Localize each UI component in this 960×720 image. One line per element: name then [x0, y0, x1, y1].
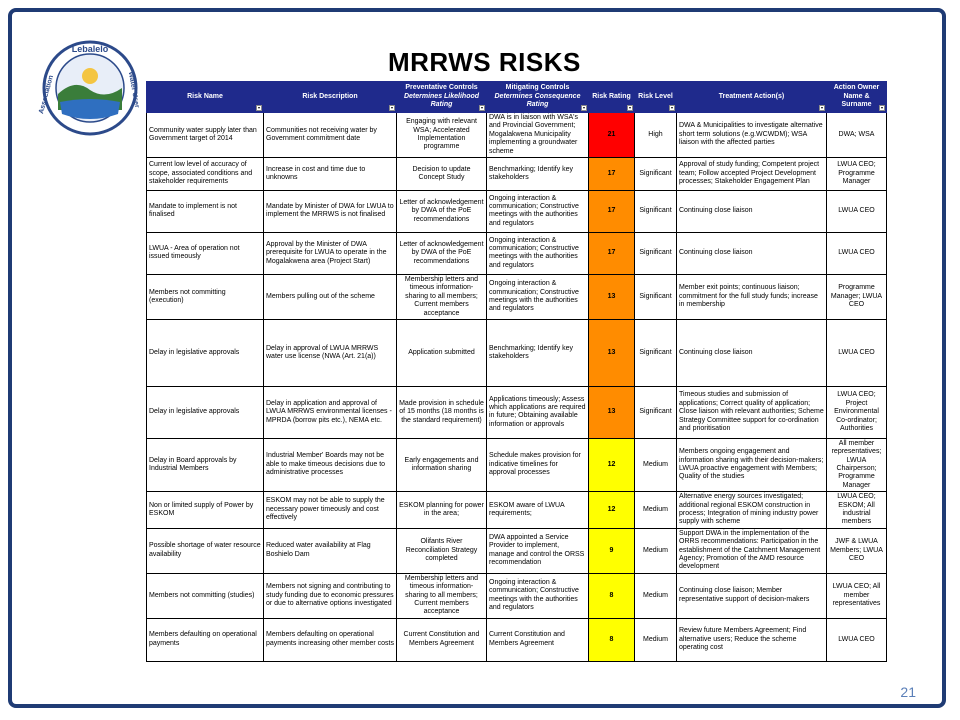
risk-description-cell: Members not signing and contributing to study funding due to economic pressures or due to alternative options investigated — [264, 573, 397, 618]
treatment-actions-cell: Continuing close liaison — [677, 232, 827, 274]
action-owner-cell: All member representatives; LWUA Chairperson; Programme Manager — [827, 438, 887, 491]
risk-name-cell: Delay in legislative approvals — [147, 319, 264, 386]
risk-rating-cell: 21 — [589, 113, 635, 158]
treatment-actions-cell: Continuing close liaison; Member representative support of decision-makers — [677, 573, 827, 618]
action-owner-cell: Programme Manager; LWUA CEO — [827, 274, 887, 319]
svg-text:Lebalelo: Lebalelo — [71, 44, 109, 54]
risk-description-cell: Industrial Member' Boards may not be able to make timeous decisions due to administrative processes — [264, 438, 397, 491]
svg-text:Water User: Water User — [126, 71, 141, 109]
mitigating-controls-cell: DWA appointed a Service Provider to implement, manage and control the ORSS recommendation — [487, 528, 589, 573]
risk-level-cell: Significant — [635, 190, 677, 232]
table-row — [147, 528, 887, 573]
action-owner-cell: LWUA CEO; Programme Manager — [827, 157, 887, 190]
risk-rating-cell: 13 — [589, 274, 635, 319]
header-mitigating-controls[interactable]: Mitigating Controls Determines Consequence Rating — [487, 82, 589, 113]
risk-rating-cell: 9 — [589, 528, 635, 573]
page-number: 21 — [900, 684, 916, 700]
risk-description-cell: Members pulling out of the scheme — [264, 274, 397, 319]
filter-dropdown-icon[interactable] — [879, 105, 885, 111]
risk-name-cell: Possible shortage of water resource availability — [147, 528, 264, 573]
preventative-controls-cell: Letter of acknowledgement by DWA of the PoE recommendations — [397, 190, 487, 232]
treatment-actions-cell: Alternative energy sources investigated; additional regional ESKOM construction in process; Integration of mining industry power supply with scheme — [677, 492, 827, 529]
risk-description-cell: Reduced water availability at Flag Boshielo Dam — [264, 528, 397, 573]
mitigating-controls-cell: DWA is in liaison with WSA's and Provincial Government; Mogalakwena Municipality implementing a groundwater scheme — [487, 113, 589, 158]
risk-name-cell: Mandate to implement is not finalised — [147, 190, 264, 232]
preventative-controls-cell: Made provision in schedule of 15 months (18 months is the standard requirement) — [397, 386, 487, 438]
risk-level-cell: Medium — [635, 618, 677, 661]
mitigating-controls-cell: Ongoing interaction & communication; Constructive meetings with the authorities and regulators — [487, 573, 589, 618]
preventative-controls-cell: ESKOM planning for power in the area; — [397, 492, 487, 529]
table-row — [147, 113, 887, 158]
treatment-actions-cell: Approval of study funding; Competent project team; Follow accepted Project Development processes; Stakeholder Engagement Plan — [677, 157, 827, 190]
risk-name-cell: Delay in Board approvals by Industrial Members — [147, 438, 264, 491]
risk-name-cell: Members defaulting on operational payments — [147, 618, 264, 661]
treatment-actions-cell: Support DWA in the implementation of the ORRS recommendations: Participation in the establishment of the Catchment Management Agency; Promotion of the AMD resource development — [677, 528, 827, 573]
page-title: MRRWS RISKS — [388, 47, 581, 77]
mitigating-controls-cell: Ongoing interaction & communication; Constructive meetings with the authorities and regulators — [487, 190, 589, 232]
treatment-actions-cell: Timeous studies and submission of applications; Correct quality of application; Close liaison with relevant authorities; Scheme Strategy Committee support for co-ordination and prioritisation — [677, 386, 827, 438]
mitigating-controls-cell: Benchmarking; Identify key stakeholders — [487, 157, 589, 190]
action-owner-cell: LWUA CEO; All member representatives — [827, 573, 887, 618]
risk-name-cell: Members not committing (studies) — [147, 573, 264, 618]
risk-level-cell: Medium — [635, 492, 677, 529]
risk-rating-cell: 17 — [589, 232, 635, 274]
risk-description-cell: Delay in application and approval of LWUA MRRWS environmental licenses - MPRDA (borrow pits etc.), NEMA etc. — [264, 386, 397, 438]
lebalelo-logo — [40, 40, 140, 136]
action-owner-cell: LWUA CEO; ESKOM; All industrial members — [827, 492, 887, 529]
mitigating-controls-cell: Applications timeously; Assess which applications are required in future; Obtaining available information or approvals — [487, 386, 589, 438]
preventative-controls-cell: Early engagements and information sharing — [397, 438, 487, 491]
risk-name-cell: Members not committing (execution) — [147, 274, 264, 319]
header-risk-name[interactable]: Risk Name — [147, 82, 264, 113]
risk-description-cell: Increase in cost and time due to unknowns — [264, 157, 397, 190]
risk-level-cell: Medium — [635, 528, 677, 573]
risk-rating-cell: 17 — [589, 190, 635, 232]
risk-level-cell: High — [635, 113, 677, 158]
filter-dropdown-icon[interactable] — [819, 105, 825, 111]
filter-dropdown-icon[interactable] — [627, 105, 633, 111]
risk-description-cell: Approval by the Minister of DWA prerequisite for LWUA to operate in the Mogalakwena area (Project Start) — [264, 232, 397, 274]
risk-description-cell: ESKOM may not be able to supply the necessary power timeously and cost effectively — [264, 492, 397, 529]
table-row — [147, 618, 887, 661]
table-row — [147, 438, 887, 491]
action-owner-cell: LWUA CEO — [827, 232, 887, 274]
preventative-controls-cell: Membership letters and timeous information-sharing to all members; Current members acceptance — [397, 573, 487, 618]
risk-description-cell: Mandate by Minister of DWA for LWUA to implement the MRRWS is not finalised — [264, 190, 397, 232]
filter-dropdown-icon[interactable] — [256, 105, 262, 111]
table-row — [147, 573, 887, 618]
risk-description-cell: Delay in approval of LWUA MRRWS water use license (NWA (Art. 21(a)) — [264, 319, 397, 386]
risk-rating-cell: 8 — [589, 573, 635, 618]
risk-rating-cell: 17 — [589, 157, 635, 190]
mitigating-controls-cell: Ongoing interaction & communication; Constructive meetings with the authorities and regulators — [487, 232, 589, 274]
risk-name-cell: Delay in legislative approvals — [147, 386, 264, 438]
risk-rating-cell: 8 — [589, 618, 635, 661]
treatment-actions-cell: Members ongoing engagement and information sharing with their decision-makers; LWUA proactive engagement with Members; Quality of the studies — [677, 438, 827, 491]
preventative-controls-cell: Engaging with relevant WSA; Accelerated Implementation programme — [397, 113, 487, 158]
risk-level-cell: Significant — [635, 386, 677, 438]
action-owner-cell: LWUA CEO — [827, 618, 887, 661]
risk-name-cell: LWUA - Area of operation not issued timeously — [147, 232, 264, 274]
header-treatment-actions[interactable]: Treatment Action(s) — [677, 82, 827, 113]
action-owner-cell: DWA; WSA — [827, 113, 887, 158]
table-header-row — [147, 82, 887, 113]
header-action-owner[interactable]: Action Owner Name & Surname — [827, 82, 887, 113]
preventative-controls-cell: Current Constitution and Members Agreement — [397, 618, 487, 661]
risk-rating-cell: 13 — [589, 386, 635, 438]
risk-name-cell: Non or limited supply of Power by ESKOM — [147, 492, 264, 529]
preventative-controls-cell: Membership letters and timeous information-sharing to all members; Current members acceptance — [397, 274, 487, 319]
filter-dropdown-icon[interactable] — [581, 105, 587, 111]
preventative-controls-cell: Application submitted — [397, 319, 487, 386]
table-row — [147, 157, 887, 190]
risk-name-cell: Current low level of accuracy of scope, associated conditions and stakeholder requirements — [147, 157, 264, 190]
risk-rating-cell: 12 — [589, 438, 635, 491]
risk-level-cell: Significant — [635, 274, 677, 319]
mitigating-controls-cell: Benchmarking; Identify key stakeholders — [487, 319, 589, 386]
preventative-controls-cell: Decision to update Concept Study — [397, 157, 487, 190]
table-row — [147, 492, 887, 529]
treatment-actions-cell: Continuing close liaison — [677, 319, 827, 386]
risk-rating-cell: 13 — [589, 319, 635, 386]
table-row — [147, 319, 887, 386]
risk-level-cell: Medium — [635, 438, 677, 491]
table-row — [147, 386, 887, 438]
mitigating-controls-cell: ESKOM aware of LWUA requirements; — [487, 492, 589, 529]
risk-level-cell: Significant — [635, 319, 677, 386]
mitigating-controls-cell: Schedule makes provision for indicative timelines for approval processes — [487, 438, 589, 491]
treatment-actions-cell: Member exit points; continuous liaison; commitment for the full study funds; increase in membership — [677, 274, 827, 319]
risk-level-cell: Medium — [635, 573, 677, 618]
filter-dropdown-icon[interactable] — [479, 105, 485, 111]
preventative-controls-cell: Letter of acknowledgement by DWA of the PoE recommendations — [397, 232, 487, 274]
header-risk-description[interactable]: Risk Description — [264, 82, 397, 113]
action-owner-cell: LWUA CEO — [827, 319, 887, 386]
mitigating-controls-cell: Current Constitution and Members Agreement — [487, 618, 589, 661]
risk-description-cell: Members defaulting on operational payments increasing other member costs — [264, 618, 397, 661]
treatment-actions-cell: Review future Members Agreement; Find alternative users; Reduce the scheme operating cost — [677, 618, 827, 661]
risk-description-cell: Communities not receiving water by Government commitment date — [264, 113, 397, 158]
table-row — [147, 274, 887, 319]
header-risk-rating[interactable]: Risk Rating — [589, 82, 635, 113]
risk-level-cell: Significant — [635, 157, 677, 190]
risk-table — [146, 81, 887, 662]
filter-dropdown-icon[interactable] — [389, 105, 395, 111]
svg-text:Association: Association — [38, 74, 56, 115]
treatment-actions-cell: DWA & Municipalities to investigate alternative short term solutions (e.g.WCWDM); WSA liaison with the affected parties — [677, 113, 827, 158]
action-owner-cell: LWUA CEO — [827, 190, 887, 232]
table-row — [147, 232, 887, 274]
action-owner-cell: JWF & LWUA Members; LWUA CEO — [827, 528, 887, 573]
preventative-controls-cell: Olifants River Reconciliation Strategy completed — [397, 528, 487, 573]
filter-dropdown-icon[interactable] — [669, 105, 675, 111]
risk-rating-cell: 12 — [589, 492, 635, 529]
risk-level-cell: Significant — [635, 232, 677, 274]
mitigating-controls-cell: Ongoing interaction & communication; Constructive meetings with the authorities and regulators — [487, 274, 589, 319]
table-row — [147, 190, 887, 232]
header-risk-level[interactable]: Risk Level — [635, 82, 677, 113]
header-preventative-controls[interactable]: Preventative Controls Determines Likelihood Rating — [397, 82, 487, 113]
action-owner-cell: LWUA CEO; Project Environmental Co-ordinator; Authorities — [827, 386, 887, 438]
treatment-actions-cell: Continuing close liaison — [677, 190, 827, 232]
risk-name-cell: Community water supply later than Government target of 2014 — [147, 113, 264, 158]
